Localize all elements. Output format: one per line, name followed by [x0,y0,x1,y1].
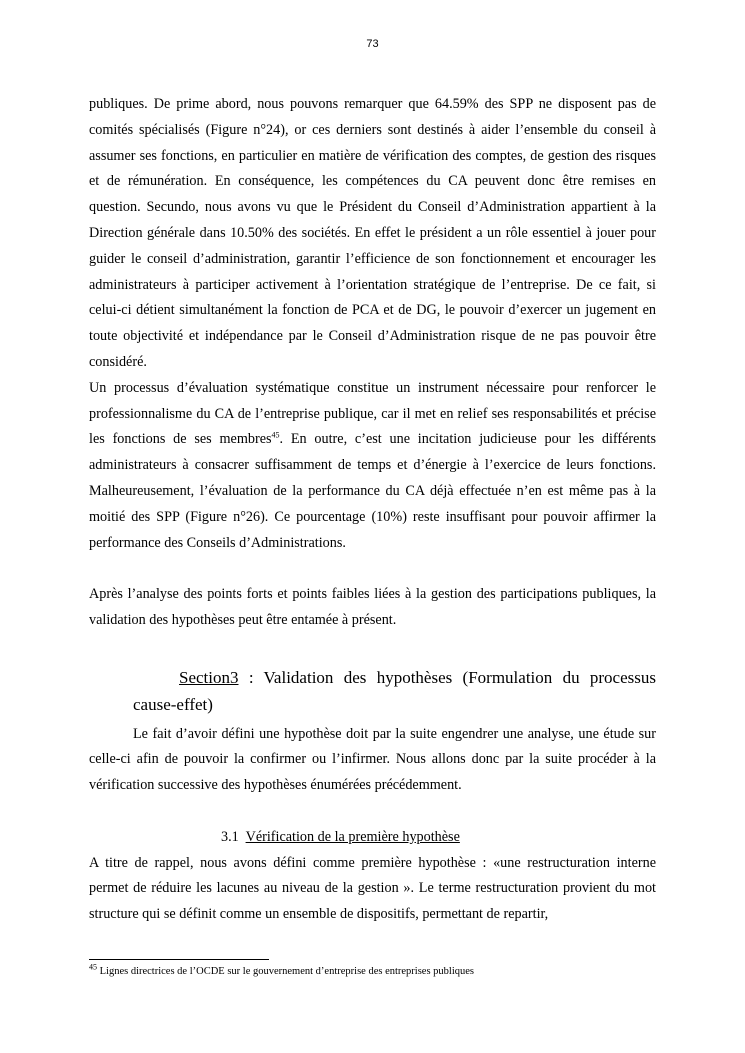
footnote-number: 45 [89,962,97,972]
section-heading [89,664,656,718]
footnote-separator [89,959,269,960]
page-body [89,92,656,928]
footnote-reference[interactable]: 45 [271,430,280,440]
subsection-number: 3.1 [221,828,239,845]
footnote [89,962,689,977]
paragraph-transition: Après l’analyse des points forts et points faibles liées à la gestion des participations publiques, la validation des hypothèses peut être entamée à présent. [89,586,656,628]
section-title: : Validation des hypothèses (Formulation du processus [238,667,656,687]
paragraph-first-hypothesis: A titre de rappel, nous avons défini comme première hypothèse : «une restructuration interne permet de réduire les lacunes au niveau de la gestion ». Le terme restructuration provient du mot structure qui se définit comme un ensemble de dispositifs, permettant de repartir, [89,854,656,923]
footnote-text: Lignes directrices de l’OCDE sur le gouvernement d’entreprise des entreprises publiques [97,966,475,977]
paragraph-evaluation-text-b: . En outre, c’est une incitation judicieuse pour les différents administrateurs à consacrer suffisamment de temps et d’énergie à l’exercice de leurs fonctions. Malheureusement, l’évaluation de la performance du CA déjà effectuée n’en est même pas à la moitié des SPP (Figure n°26). Ce pourcentage (10%) reste insuffisant pour pouvoir affirmer la performance des Conseils d’Administrations. [89,431,656,551]
paragraph-spacer [89,799,656,825]
paragraph-spacer [89,556,656,582]
page-number: 73 [366,38,379,50]
section-heading-line-2: cause-effet) [133,694,213,714]
paragraph-hypothesis-intro: Le fait d’avoir défini une hypothèse doit par la suite engendrer une analyse, une étude sur celle-ci afin de pouvoir la confirmer ou l’infirmer. Nous allons donc par la suite procéder à la vérification successive des hypothèses énumérées précédemment. [89,725,656,794]
section-label: Section3 [179,667,239,687]
section-heading-line-1 [89,664,656,691]
paragraph-specialized-committees: publiques. De prime abord, nous pouvons remarquer que 64.59% des SPP ne disposent pas de comités spécialisés (Figure n°24), or ces derniers sont destinés à aider l’ensemble du conseil à assumer ses fonctions, en particulier en matière de vérification des comptes, de gestion des risques et de rémunération. En conséquence, les compétences du CA peuvent donc être remises en question. Secundo, nous avons vu que le Président du Conseil d’Administration appartient à la Direction générale dans 10.50% des sociétés. En effet le président a un rôle essentiel à jouer pour guider le conseil d’administration, garantir l’efficience de son fonctionnement et encourager les administrateurs à participer activement à l’orientation stratégique de l’entreprise. De ce fait, si celui-ci détient simultanément la fonction de PCA et de DG, le pouvoir d’exercer un jugement en toute objectivité et indépendance par le Conseil d’Administration risque de ne pas pouvoir être considéré. [89,96,656,370]
paragraph-evaluation-text-a: Un processus d’évaluation systématique constitue un instrument nécessaire pour renforcer le professionnalisme du CA de l’entreprise publique, car il met en relief ses responsabilités et précise les fonctions de ses membres [89,379,656,448]
subsection-heading [89,825,656,851]
subsection-title: Vérification de la première hypothèse [245,828,460,845]
paragraph-evaluation-process [89,376,656,557]
paragraph-spacer [89,634,656,660]
